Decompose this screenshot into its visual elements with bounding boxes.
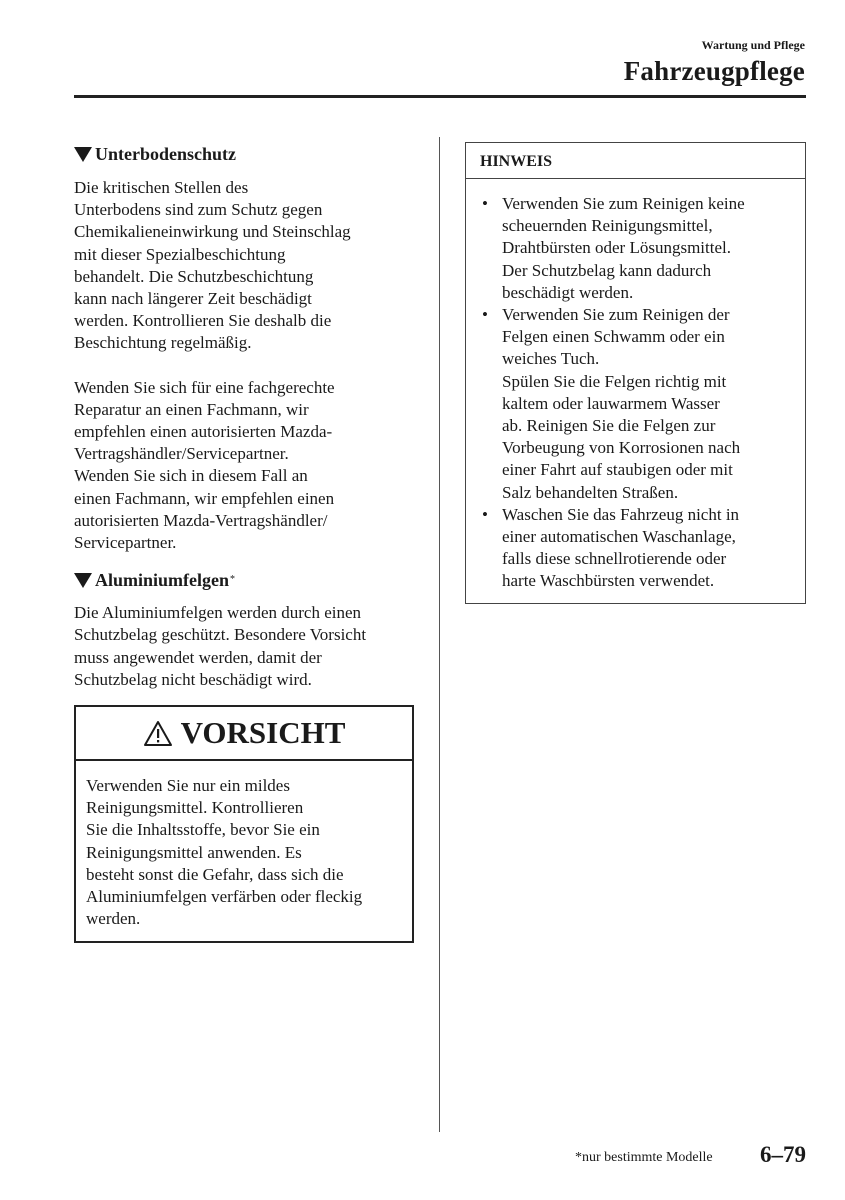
page-number: 6–79 <box>760 1142 806 1167</box>
note-body <box>466 179 805 603</box>
paragraph-rims: Die Aluminiumfelgen werden durch einen Schutzbelag geschützt. Besondere Vorsicht muss angewendet werden, damit der Schutzbelag nicht beschädigt wird. <box>74 603 367 689</box>
heading-text: Aluminiumfelgen <box>95 570 230 591</box>
heading-aluminiumfelgen <box>74 568 416 592</box>
right-column <box>465 142 806 604</box>
paragraph-underbody: Die kritischen Stellen des Unterbodens sind zum Schutz gegen Chemikalieneinwirkung und Steinschlag mit dieser Spezialbeschichtung behandelt. Die Schutzbeschichtung kann nach längerer Zeit beschädigt werden. Kontrollieren Sie deshalb die Beschichtung regelmäßig. <box>74 178 351 353</box>
list-item <box>480 304 793 504</box>
footnote: *nur bestimmte Modelle <box>575 1150 713 1165</box>
section-label: Wartung und Pflege <box>701 38 805 52</box>
list-item <box>480 193 793 304</box>
left-column <box>74 142 416 943</box>
caution-title: VORSICHT <box>180 715 346 751</box>
footnote-marker: * <box>230 574 236 586</box>
column-divider <box>439 137 440 1132</box>
bullet-icon: • <box>482 194 488 213</box>
header-rule <box>74 95 806 98</box>
list-item <box>480 504 793 593</box>
heading-text: Unterbodenschutz <box>95 144 237 164</box>
list-item-text: Verwenden Sie zum Reinigen der Felgen einen Schwamm oder ein weiches Tuch. Spülen Sie die Felgen richtig mit kaltem oder lauwarmem Wasser ab. Reinigen Sie die Felgen zur Vorbeugung von Korrosionen nach einer Fahrt auf staubigen oder mit Salz behandelten Straßen. <box>502 305 741 502</box>
note-header: HINWEIS <box>466 143 805 179</box>
triangle-down-icon <box>74 147 92 162</box>
caution-header <box>76 707 412 761</box>
caution-body <box>76 761 412 941</box>
warning-triangle-icon <box>143 720 173 747</box>
note-box <box>465 142 806 604</box>
bullet-icon: • <box>482 504 488 524</box>
list-item-text: Waschen Sie das Fahrzeug nicht in einer automatischen Waschanlage, falls diese schnellrotierende oder harte Waschbürsten verwendet. <box>502 504 740 591</box>
caution-box <box>74 705 414 943</box>
paragraph-repair: Wenden Sie sich für eine fachgerechte Reparatur an einen Fachmann, wir empfehlen einen autorisierten Mazda- Vertragshändler/Servicepartner. Wenden Sie sich in diesem Fall an einen Fachmann, wir empfehlen einen autorisierten Mazda-Vertragshändler/ Servicepartner. <box>74 377 335 553</box>
page-title: Fahrzeugpflege <box>623 56 805 86</box>
caution-text: Verwenden Sie nur ein mildes Reinigungsmittel. Kontrollieren Sie die Inhaltsstoffe, bevor Sie ein Reinigungsmittel anwenden. Es besteht sonst die Gefahr, dass sich die Aluminiumfelgen verfärben oder fleckig werden. <box>86 776 363 929</box>
triangle-down-icon <box>74 573 92 588</box>
list-item-text: Verwenden Sie zum Reinigen keine scheuernden Reinigungsmittel, Drahtbürsten oder Lösungsmittel. Der Schutzbelag kann dadurch beschädigt werden. <box>502 194 745 302</box>
heading-unterbodenschutz <box>74 142 416 166</box>
bullet-icon: • <box>482 305 488 325</box>
